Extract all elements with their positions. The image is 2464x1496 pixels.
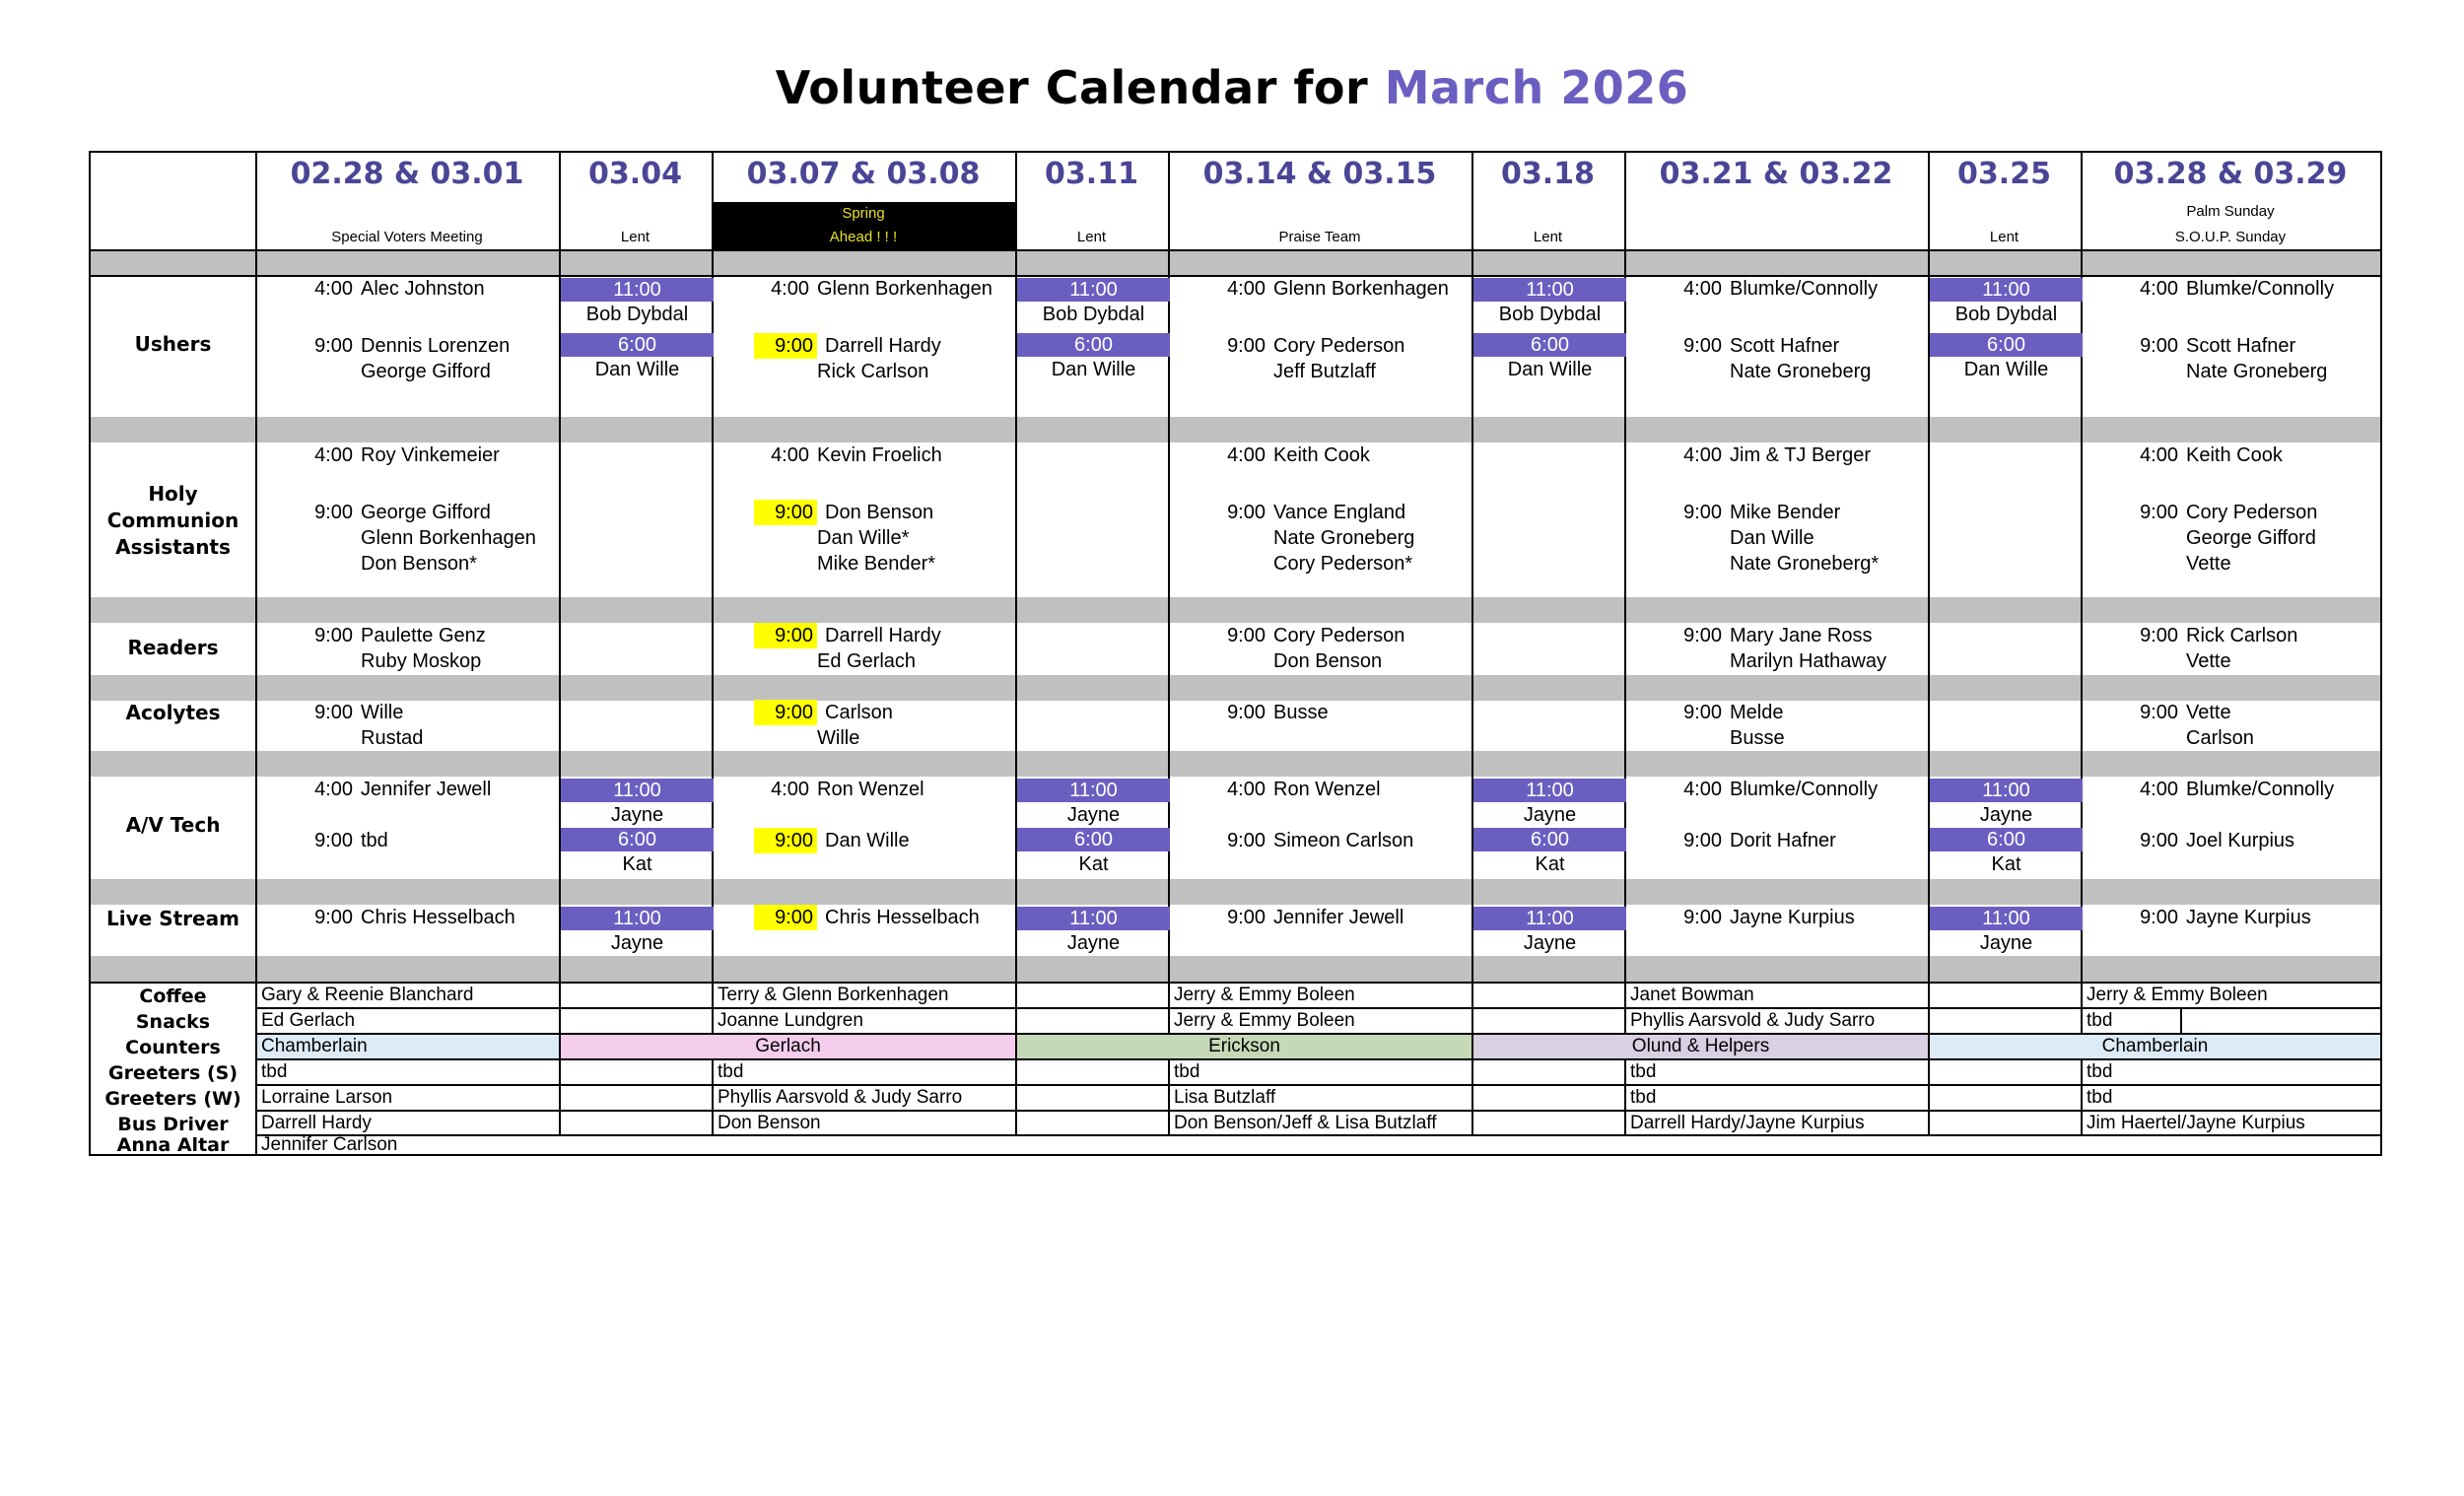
lent-av-cell: 11:00 Jayne 6:00 Kat <box>1017 779 1170 877</box>
coffee-cell: Jerry & Emmy Boleen <box>2087 985 2268 1005</box>
bus-driver-cell: Jim Haertel/Jayne Kurpius <box>2087 1113 2305 1133</box>
greeters-s-cell: tbd <box>718 1061 744 1082</box>
readers-cell: 9:00 Cory Pederson Don Benson <box>1227 625 1405 672</box>
lent-ushers-cell: 11:00 Bob Dybdal 6:00 Dan Wille <box>561 278 714 382</box>
bottom-label-greeters-w: Greeters (W) <box>104 1088 241 1110</box>
column-date: 03.28 & 03.29 <box>2113 157 2348 191</box>
column-date: 03.21 & 03.22 <box>1659 157 1893 191</box>
live-stream-cell: 9:00 Chris Hesselbach <box>754 905 980 930</box>
row-label-av-tech: A/V Tech <box>125 813 221 837</box>
column-header <box>1015 153 1168 249</box>
live-stream-cell: 9:00 Jayne Kurpius <box>2140 907 2311 928</box>
counters-cell: Chamberlain <box>257 1035 559 1058</box>
counters-cell: Gerlach <box>561 1035 1015 1058</box>
column-note: Palm Sunday <box>2186 203 2275 220</box>
anna-altar-cell: Jennifer Carlson <box>261 1134 398 1155</box>
communion-cell: 4:00 Keith Cook 9:00 Cory Pederson George Gifford Vette <box>2140 444 2318 575</box>
column-date: 03.14 & 03.15 <box>1202 157 1437 191</box>
grid-line <box>2180 1007 2182 1033</box>
column-note: S.O.U.P. Sunday <box>2174 229 2287 245</box>
column-note: Lent <box>1076 229 1107 245</box>
bus-driver-cell: Darrell Hardy <box>261 1113 372 1133</box>
band <box>91 879 2380 905</box>
grid-line <box>91 249 2380 251</box>
column-note: Spring <box>842 205 885 222</box>
counters-cell: Erickson <box>1017 1035 1472 1058</box>
page-title <box>0 61 2464 114</box>
counters-cell: Chamberlain <box>1930 1035 2380 1058</box>
ushers-cell: 4:00 Blumke/Connolly 9:00 Scott Hafner Nate Groneberg <box>1683 278 1879 382</box>
row-label-live-stream: Live Stream <box>106 907 240 930</box>
ushers-cell: 4:00 Blumke/Connolly 9:00 Scott Hafner Nate Groneberg <box>2140 278 2335 382</box>
column-note: Lent <box>1533 229 1563 245</box>
lent-av-cell: 11:00 Jayne 6:00 Kat <box>1930 779 2083 877</box>
bus-driver-cell: Don Benson/Jeff & Lisa Butzlaff <box>1174 1113 1437 1133</box>
lent-live-stream-cell: 11:00 Jayne <box>1930 907 2083 956</box>
column-date: 03.07 & 03.08 <box>746 157 981 191</box>
band <box>91 956 2380 982</box>
communion-cell: 4:00 Jim & TJ Berger 9:00 Mike Bender Dan Wille Nate Groneberg* <box>1683 444 1880 575</box>
column-header <box>712 153 1015 249</box>
readers-cell: 9:00 Darrell Hardy Ed Gerlach <box>754 623 941 674</box>
communion-cell: 4:00 Keith Cook 9:00 Vance England Nate Groneberg Cory Pederson* <box>1227 444 1415 575</box>
greeters-s-cell: tbd <box>1174 1061 1200 1082</box>
row-label-readers: Readers <box>127 636 219 659</box>
coffee-cell: Jerry & Emmy Boleen <box>1174 985 1355 1005</box>
snacks-cell: Phyllis Aarsvold & Judy Sarro <box>1630 1010 1876 1031</box>
counters-cell: Olund & Helpers <box>1473 1035 1928 1058</box>
lent-live-stream-cell: 11:00 Jayne <box>1017 907 1170 956</box>
bottom-label-counters: Counters <box>125 1037 221 1058</box>
av-tech-cell: 4:00 Jennifer Jewell 9:00 tbd <box>314 779 492 851</box>
column-date: 03.25 <box>1957 157 2051 191</box>
column-header <box>255 153 559 249</box>
column-note: Praise Team <box>1278 229 1361 245</box>
volunteer-calendar-table <box>89 151 2382 1156</box>
column-note: Ahead ! ! ! <box>829 229 898 245</box>
readers-cell: 9:00 Paulette Genz Ruby Moskop <box>314 625 486 672</box>
lent-ushers-cell: 11:00 Bob Dybdal 6:00 Dan Wille <box>1930 278 2083 382</box>
column-header <box>1624 153 1928 249</box>
lent-av-cell: 11:00 Jayne 6:00 Kat <box>561 779 714 877</box>
acolytes-cell: 9:00 Wille Rustad <box>314 702 424 749</box>
coffee-cell: Janet Bowman <box>1630 985 1754 1005</box>
column-note: Lent <box>1989 229 2019 245</box>
greeters-w-cell: Lisa Butzlaff <box>1174 1087 1276 1108</box>
av-tech-cell: 4:00 Ron Wenzel 9:00 Dan Wille <box>754 777 924 853</box>
coffee-cell: Terry & Glenn Borkenhagen <box>718 985 949 1005</box>
acolytes-cell: 9:00 Carlson Wille <box>754 700 893 751</box>
column-date: 02.28 & 03.01 <box>290 157 524 191</box>
communion-cell: 4:00 Kevin Froelich 9:00 Don Benson Dan Wille* Mike Bender* <box>754 442 942 577</box>
column-header <box>2081 153 2380 249</box>
column-header <box>1472 153 1624 249</box>
readers-cell: 9:00 Rick Carlson Vette <box>2140 625 2298 672</box>
communion-cell: 4:00 Roy Vinkemeier 9:00 George Gifford Glenn Borkenhagen Don Benson* <box>314 444 536 575</box>
greeters-s-cell: tbd <box>261 1061 288 1082</box>
av-tech-cell: 4:00 Ron Wenzel 9:00 Simeon Carlson <box>1227 779 1414 851</box>
lent-live-stream-cell: 11:00 Jayne <box>1473 907 1626 956</box>
bottom-label-coffee: Coffee <box>139 986 207 1007</box>
lent-live-stream-cell: 11:00 Jayne <box>561 907 714 956</box>
column-date: 03.11 <box>1045 157 1138 191</box>
band <box>91 675 2380 701</box>
row-label-acolytes: Acolytes <box>125 701 221 724</box>
title-month: March 2026 <box>1384 61 1689 114</box>
column-header <box>559 153 712 249</box>
band <box>91 597 2380 623</box>
greeters-w-cell: Phyllis Aarsvold & Judy Sarro <box>718 1087 963 1108</box>
acolytes-cell: 9:00 Vette Carlson <box>2140 702 2254 749</box>
lent-ushers-cell: 11:00 Bob Dybdal 6:00 Dan Wille <box>1017 278 1170 382</box>
title-prefix: Volunteer Calendar for <box>775 61 1369 114</box>
greeters-w-cell: tbd <box>1630 1087 1657 1108</box>
column-header <box>1168 153 1472 249</box>
av-tech-cell: 4:00 Blumke/Connolly 9:00 Joel Kurpius <box>2140 779 2335 851</box>
ushers-cell: 4:00 Alec Johnston 9:00 Dennis Lorenzen George Gifford <box>314 278 511 382</box>
live-stream-cell: 9:00 Jayne Kurpius <box>1683 907 1855 928</box>
column-note: Special Voters Meeting <box>331 229 483 245</box>
snacks-cell: Jerry & Emmy Boleen <box>1174 1010 1355 1031</box>
live-stream-cell: 9:00 Chris Hesselbach <box>314 907 515 928</box>
row-label-ushers: Ushers <box>134 332 212 356</box>
greeters-s-cell: tbd <box>2087 1061 2113 1082</box>
band <box>91 250 2380 276</box>
lent-ushers-cell: 11:00 Bob Dybdal 6:00 Dan Wille <box>1473 278 1626 382</box>
bottom-label-anna-altar: Anna Altar <box>116 1134 230 1156</box>
snacks-cell: tbd <box>2087 1010 2113 1031</box>
acolytes-cell: 9:00 Busse <box>1227 702 1329 723</box>
av-tech-cell: 4:00 Blumke/Connolly 9:00 Dorit Hafner <box>1683 779 1879 851</box>
bus-driver-cell: Darrell Hardy/Jayne Kurpius <box>1630 1113 1865 1133</box>
greeters-s-cell: tbd <box>1630 1061 1657 1082</box>
readers-cell: 9:00 Mary Jane Ross Marilyn Hathaway <box>1683 625 1886 672</box>
row-label-communion: Holy Communion Assistants <box>106 482 240 559</box>
bottom-label-greeters-s: Greeters (S) <box>107 1062 239 1084</box>
ushers-cell: 4:00 Glenn Borkenhagen 9:00 Cory Pederson Jeff Butzlaff <box>1227 278 1449 382</box>
coffee-cell: Gary & Reenie Blanchard <box>261 985 474 1005</box>
acolytes-cell: 9:00 Melde Busse <box>1683 702 1785 749</box>
greeters-w-cell: Lorraine Larson <box>261 1087 393 1108</box>
snacks-cell: Joanne Lundgren <box>718 1010 863 1031</box>
column-date: 03.04 <box>588 157 682 191</box>
ushers-cell: 4:00 Glenn Borkenhagen 9:00 Darrell Hardy Rick Carlson <box>754 276 992 384</box>
greeters-w-cell: tbd <box>2087 1087 2113 1108</box>
band <box>91 751 2380 777</box>
bottom-label-snacks: Snacks <box>135 1011 211 1033</box>
snacks-cell: Ed Gerlach <box>261 1010 356 1031</box>
column-header <box>1928 153 2081 249</box>
bottom-label-bus-driver: Bus Driver <box>117 1114 229 1135</box>
bus-driver-cell: Don Benson <box>718 1113 821 1133</box>
column-note: Lent <box>620 229 650 245</box>
lent-av-cell: 11:00 Jayne 6:00 Kat <box>1473 779 1626 877</box>
live-stream-cell: 9:00 Jennifer Jewell <box>1227 907 1404 928</box>
column-date: 03.18 <box>1501 157 1595 191</box>
band <box>91 417 2380 442</box>
spring-ahead-banner <box>712 202 1015 249</box>
